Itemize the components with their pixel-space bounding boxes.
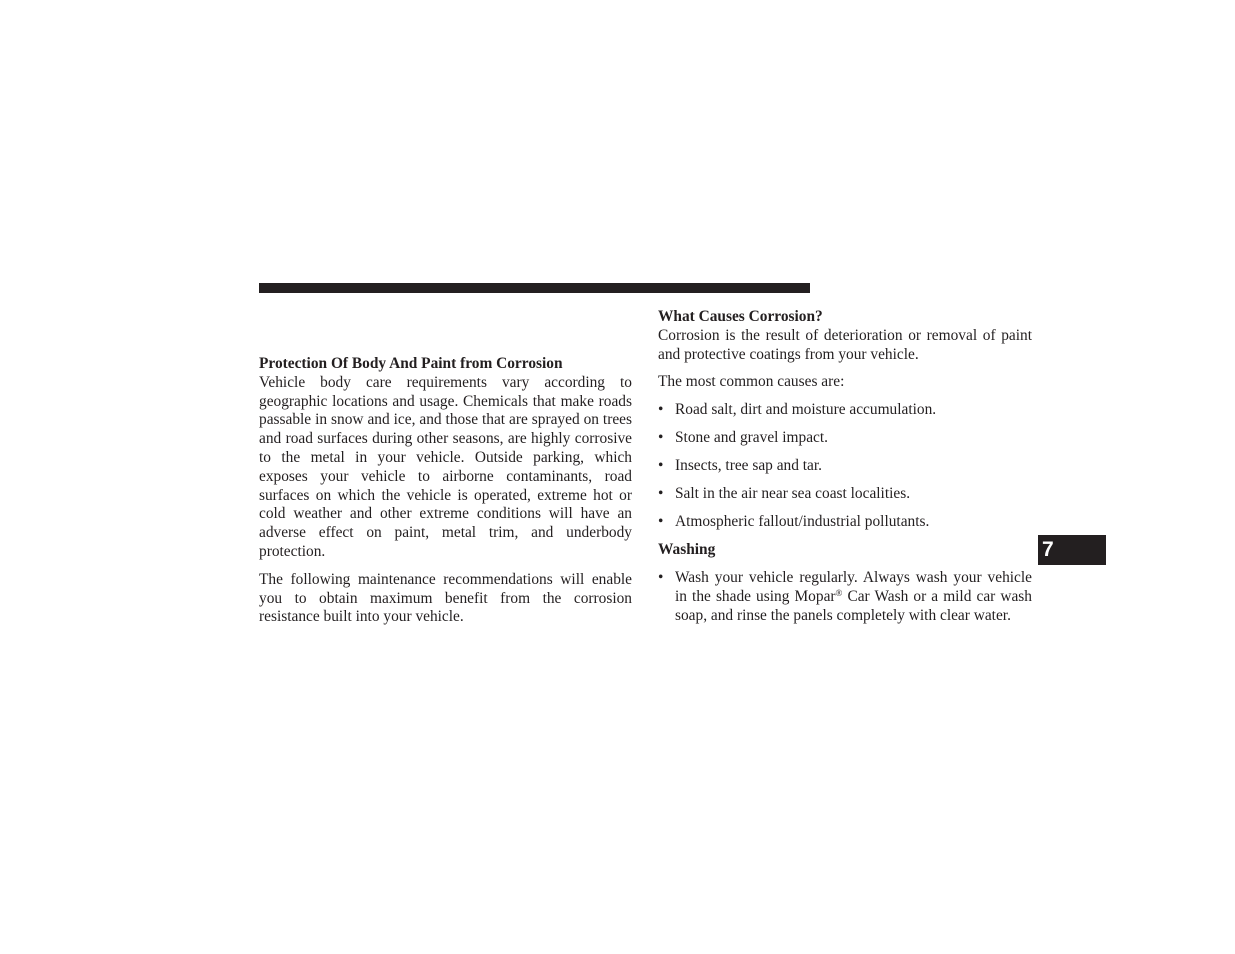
bullet-icon: •	[658, 429, 664, 447]
list-item	[658, 513, 1032, 532]
cause-text: Salt in the air near sea coast localities.	[675, 485, 911, 503]
maintenance-recommendations-paragraph: The following maintenance recommendations will enable you to obtain maximum benefit from the corrosion resistance built into your vehicle.	[259, 570, 632, 626]
common-causes-intro: The most common causes are:	[658, 373, 845, 391]
header-rule	[259, 283, 810, 293]
washing-text-part-2: Car Wash or a mild car wash soap, and rinse the panels completely with clear water.	[675, 587, 1032, 624]
registered-mark: ®	[835, 587, 843, 598]
cause-text: Insects, tree sap and tar.	[675, 457, 823, 475]
bullet-icon: •	[658, 457, 664, 475]
bullet-icon: •	[658, 568, 664, 586]
chapter-number: 7	[1042, 538, 1054, 561]
chapter-tab	[1038, 535, 1106, 565]
bullet-icon: •	[658, 513, 664, 531]
list-item	[658, 569, 1032, 625]
body-care-paragraph: Vehicle body care requirements vary according to geographic locations and usage. Chemicals that make roads passable in snow and ice, and those that are sprayed on trees and road surfaces during other seasons, are highly corrosive to the metal in your vehicle. Outside parking, which exposes your vehicle to airborne contaminants, road surfaces on which the vehicle is operated, extreme hot or cold weather and other extreme conditions will have an adverse effect on paint, metal trim, and underbody protection.	[259, 373, 632, 560]
left-column	[259, 355, 632, 636]
bullet-icon: •	[658, 401, 664, 419]
right-column	[658, 308, 1032, 634]
list-item	[658, 457, 1032, 476]
washing-text-part-1: Wash your vehicle regularly. Always wash your vehicle in the shade using Mopar	[675, 568, 1032, 605]
washing-list	[658, 569, 1032, 625]
cause-text: Stone and gravel impact.	[675, 429, 829, 447]
section-heading-washing: Washing	[658, 541, 716, 559]
causes-list	[658, 401, 1032, 532]
section-heading-corrosion-protection: Protection Of Body And Paint from Corrosion	[259, 355, 563, 372]
bullet-icon: •	[658, 485, 664, 503]
cause-text: Road salt, dirt and moisture accumulation.	[675, 401, 937, 419]
corrosion-definition-paragraph: Corrosion is the result of deterioration or removal of paint and protective coatings from your vehicle.	[658, 326, 1032, 363]
list-item	[658, 401, 1032, 420]
list-item	[658, 485, 1032, 504]
cause-text: Atmospheric fallout/industrial pollutants.	[675, 513, 930, 531]
section-heading-what-causes-corrosion: What Causes Corrosion?	[658, 308, 823, 325]
list-item	[658, 429, 1032, 448]
